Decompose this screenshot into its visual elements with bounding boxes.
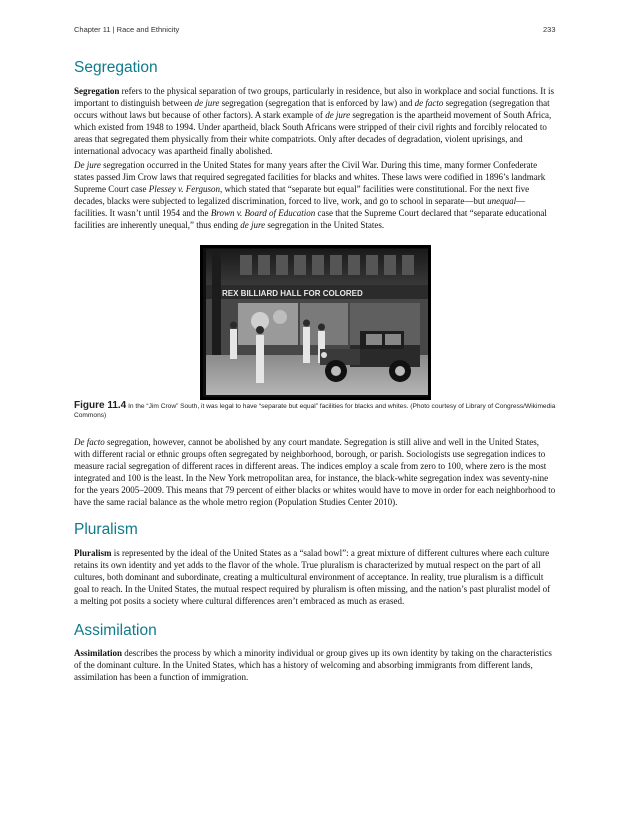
text-run: segregation (segregation that is enforced by law) and xyxy=(219,98,415,109)
text-run: segregation is the apartheid movement of South Africa, which existed from 1948 to 1994. Under apartheid, black South Africans were stripped of their civil rights and forcibly relocated to areas that segregated them physically from their white compatriots. Only after decades of degradation, violent uprisings, and international advocacy was apartheid finally abolished. xyxy=(74,110,552,157)
figure-photo xyxy=(200,245,431,400)
paragraph-de-facto xyxy=(74,436,556,509)
italic-term: Plessey v. Ferguson xyxy=(148,184,220,195)
term-segregation: Segregation xyxy=(74,86,120,96)
billiard-hall-photo xyxy=(200,245,431,400)
figure-caption xyxy=(74,401,556,420)
paragraph-de-jure xyxy=(74,159,556,232)
page-number: 233 xyxy=(543,25,556,34)
italic-term: De facto xyxy=(74,437,105,447)
italic-term: unequal xyxy=(487,196,517,207)
text-run: segregation (segregation that occurs without laws but because of other factors). A stark example of xyxy=(74,98,550,121)
figure-label: Figure 11.4 xyxy=(74,400,127,411)
paragraph-pluralism xyxy=(74,547,556,607)
text-run: segregation, however, cannot be abolished by any court mandate. Segregation is still alive and well in the United States, with different racial or ethnic groups often segregated by neighborhood, borough, or parish. Sociologists use segregation indices to measure racial segregation of different races in different areas. The indices employ a scale from zero to 100, where zero is the most integrated and 100 is the least. In the New York metropolitan area, for instance, the black-white segregation index was seventy-nine for the years 2005–2009. This means that 79 percent of either blacks or whites would have to move in order for each neighborhood to have the same racial balance as the whole metro region (Population Studies Center 2010). xyxy=(74,437,556,508)
text-run: describes the process by which a minority individual or group gives up its own identity by taking on the characteristics of the dominant culture. In the United States, which has a history of welcoming and absorbing immigrants from different lands, assimilation has been a function of immigration. xyxy=(74,648,552,683)
text-run: segregation in the United States. xyxy=(265,220,385,231)
text-run: —facilities. It wasn’t until 1954 and the xyxy=(74,196,526,219)
italic-term: de jure xyxy=(325,110,351,121)
paragraph-segregation-definition xyxy=(74,85,556,158)
italic-term: Brown v. Board of Education xyxy=(210,208,316,219)
text-run: refers to the physical separation of two groups, particularly in residence, but also in workplace and social functions. It is important to distinguish between xyxy=(74,86,554,109)
text-run: , which stated that “separate but equal” facilities were constitutional. For the next five decades, blacks were subjected to legalized discrimination, forced to live, work, and go to school in separate—but xyxy=(74,184,530,207)
text-run: is represented by the ideal of the United States as a “salad bowl”: a great mixture of different cultures where each culture retains its own identity and yet adds to the flavor of the whole. True pluralism is characterized by mutual respect on the part of all cultures, both dominant and subordinate, creating a multicultural environment of acceptance. In reality, true pluralism is a difficult goal to reach. In the United States, the mutual respect required by pluralism is often missing, and the nation’s past pluralist model of a melting pot posits a society where cultural differences aren’t embraced as much as erased. xyxy=(74,548,551,607)
text-run: case that the Supreme Court declared that “separate educational facilities are inherently unequal,” thus ending xyxy=(74,208,547,231)
italic-term: de jure xyxy=(240,220,266,231)
text-run: segregation occurred in the United States for many years after the Civil War. During this time, many former Confederate states passed Jim Crow laws that required segregated facilities for blacks and whites. These laws were codified in 1896’s landmark Supreme Court case xyxy=(74,160,546,195)
paragraph-assimilation xyxy=(74,647,556,683)
term-pluralism: Pluralism xyxy=(74,548,112,558)
term-assimilation: Assimilation xyxy=(74,648,123,658)
caption-text: In the “Jim Crow” South, it was legal to have “separate but equal” facilities for blacks and whites. (Photo courtesy of Library of Congress/Wikimedia Commons) xyxy=(74,403,556,419)
italic-term: de facto xyxy=(414,98,444,109)
heading-pluralism: Pluralism xyxy=(74,521,138,538)
italic-term: De jure xyxy=(74,160,101,170)
italic-term: de jure xyxy=(194,98,220,109)
heading-assimilation: Assimilation xyxy=(74,622,157,639)
running-header-chapter: Chapter 11 | Race and Ethnicity xyxy=(74,25,180,34)
sign-text: REX BILLIARD HALL FOR COLORED xyxy=(222,289,363,298)
heading-segregation: Segregation xyxy=(74,59,158,76)
